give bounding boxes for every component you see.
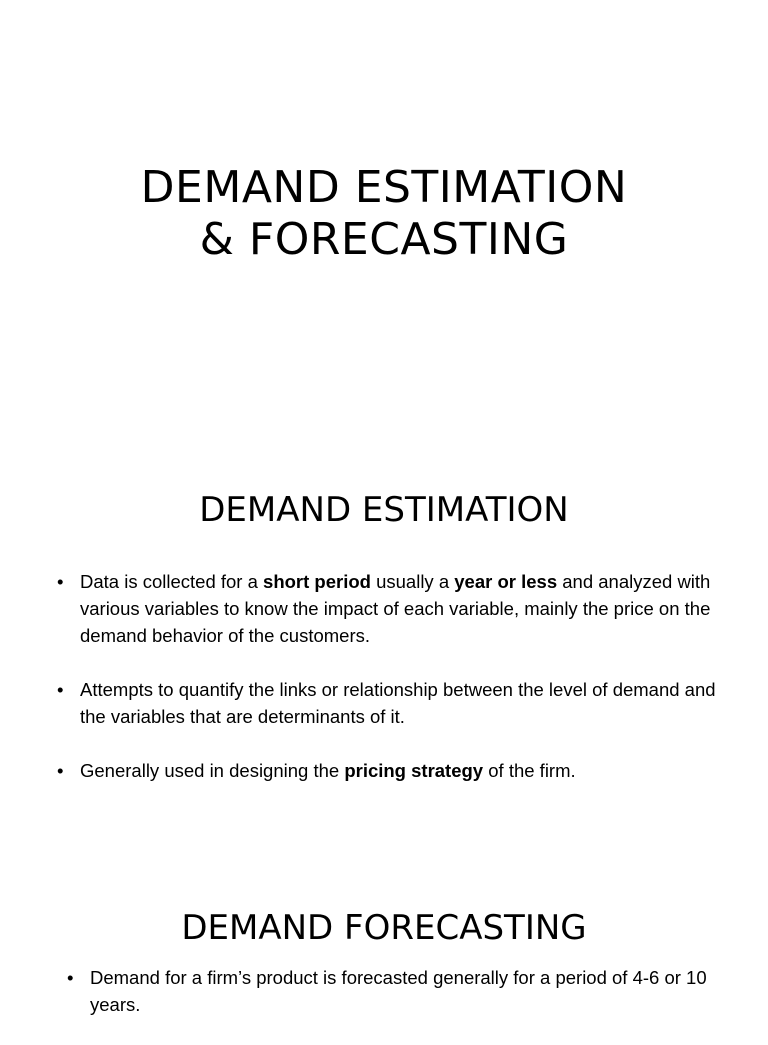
bullet-text: of the firm.	[483, 760, 576, 781]
slide-heading: DEMAND ESTIMATION	[199, 490, 569, 530]
bullet-text: Demand for a firm’s product is forecasted generally for a period of 4-6 or 10 years.	[90, 967, 707, 1015]
title-line-2: & FORECASTING	[199, 214, 569, 265]
bullet-icon: •	[57, 571, 64, 592]
bullet-text: and analyzed with various variables to know the impact of each variable, mainly the price on the demand behavior of the customers.	[80, 571, 711, 646]
bullet-list	[57, 568, 727, 811]
list-item	[67, 964, 727, 1018]
demand-forecasting-slide	[0, 852, 768, 1024]
list-item	[57, 568, 727, 649]
demand-estimation-slide	[0, 432, 768, 852]
bullet-emphasis: year or less	[454, 571, 558, 592]
bullet-emphasis: pricing strategy	[344, 760, 484, 781]
title-slide	[0, 0, 768, 432]
list-item	[57, 676, 727, 730]
bullet-icon: •	[57, 679, 64, 700]
bullet-text: usually a	[370, 571, 455, 592]
title-line-1: DEMAND ESTIMATION	[140, 162, 628, 213]
bullet-list	[67, 964, 727, 1045]
bullet-icon: •	[67, 967, 74, 988]
bullet-icon: •	[57, 760, 64, 781]
bullet-text: Generally used in designing the	[80, 760, 345, 781]
bullet-text: Attempts to quantify the links or relationship between the level of demand and the variables that are determinants of it.	[80, 679, 716, 727]
presentation-title	[0, 162, 768, 266]
slide-heading: DEMAND FORECASTING	[181, 908, 587, 948]
bullet-emphasis: short period	[263, 571, 371, 592]
list-item	[57, 757, 727, 784]
bullet-text: Data is collected for a	[80, 571, 264, 592]
